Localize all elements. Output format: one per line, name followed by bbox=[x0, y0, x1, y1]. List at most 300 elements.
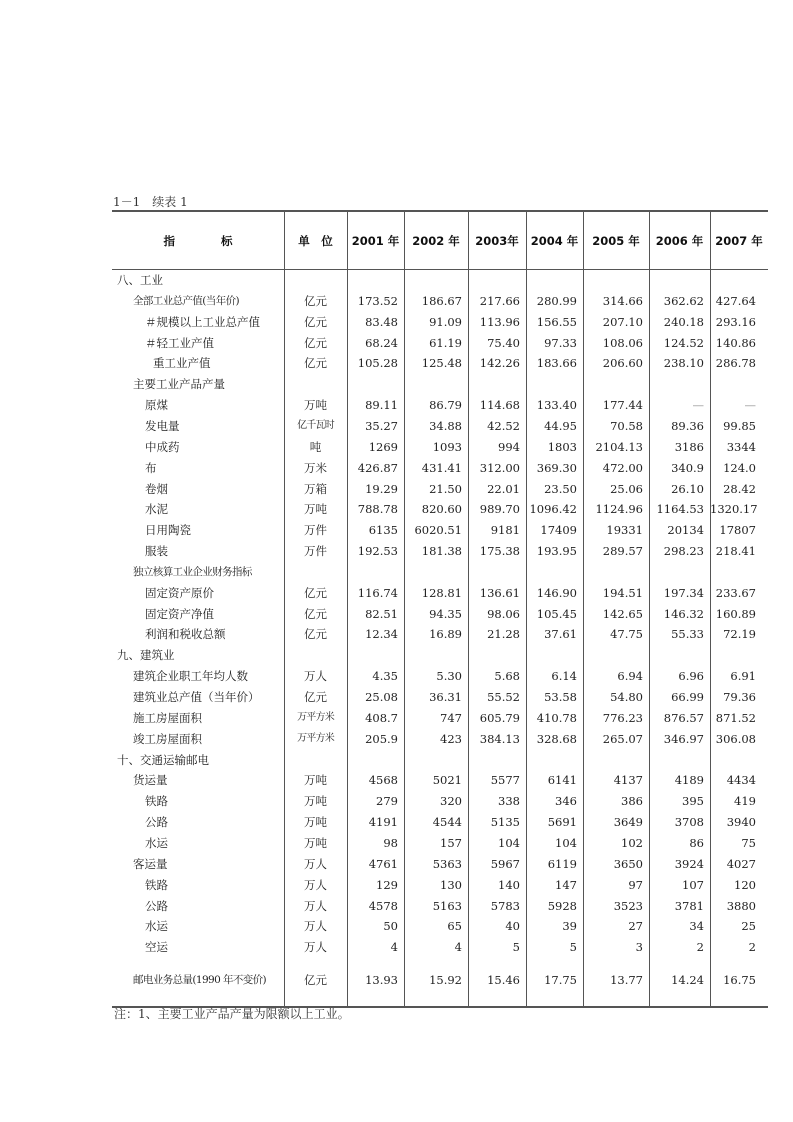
row-value: 50 bbox=[383, 919, 398, 934]
row-label: 客运量 bbox=[133, 856, 168, 871]
row-value: 410.78 bbox=[536, 710, 577, 725]
row-value: 22.01 bbox=[487, 481, 520, 496]
row-value: 3344 bbox=[726, 439, 756, 454]
row-value: 217.66 bbox=[479, 293, 520, 308]
row-value: 3 bbox=[635, 940, 643, 955]
row-value bbox=[649, 270, 704, 290]
row-value: 1803 bbox=[547, 439, 577, 454]
row-value: 82.51 bbox=[365, 606, 398, 621]
table-row bbox=[112, 374, 768, 394]
row-value: 36.31 bbox=[429, 690, 462, 704]
row-value: 989.70 bbox=[479, 502, 520, 517]
row-value bbox=[526, 750, 577, 770]
row-unit: 万件 bbox=[304, 523, 327, 538]
row-value: 37.61 bbox=[544, 627, 577, 642]
row-label: 原煤 bbox=[145, 398, 168, 413]
table-row bbox=[112, 499, 768, 519]
row-value: 47.75 bbox=[610, 627, 643, 642]
row-value: 298.23 bbox=[663, 544, 704, 559]
row-label: 卷烟 bbox=[145, 481, 168, 496]
row-value: 320 bbox=[440, 794, 462, 809]
row-value: 5 bbox=[569, 940, 577, 955]
row-unit: 亿元 bbox=[304, 293, 327, 308]
row-value: 128.81 bbox=[421, 585, 462, 600]
row-value bbox=[404, 750, 462, 770]
row-label: 主要工业产品产量 bbox=[133, 377, 225, 392]
row-value bbox=[649, 645, 704, 665]
row-value: 207.10 bbox=[602, 314, 643, 329]
row-value bbox=[649, 562, 704, 582]
row-value bbox=[583, 270, 643, 290]
row-value: 193.95 bbox=[536, 544, 577, 559]
row-label: 固定资产原价 bbox=[145, 585, 214, 600]
row-value: 91.09 bbox=[429, 314, 462, 329]
row-value bbox=[526, 270, 577, 290]
row-value bbox=[583, 645, 643, 665]
row-value: 98.06 bbox=[487, 606, 520, 621]
row-label: 服装 bbox=[145, 544, 168, 559]
row-value: 12.34 bbox=[365, 627, 398, 642]
table-row bbox=[112, 458, 768, 478]
row-unit bbox=[284, 562, 347, 582]
row-label: 八、工业 bbox=[117, 273, 163, 287]
row-unit: 万人 bbox=[304, 940, 327, 955]
row-unit: 万吨 bbox=[304, 835, 327, 850]
row-unit: 万平方米 bbox=[297, 732, 334, 744]
row-value: 15.46 bbox=[487, 973, 520, 988]
row-value: 124.0 bbox=[723, 460, 756, 475]
row-value: 75.40 bbox=[487, 335, 520, 350]
row-unit: 万平方米 bbox=[297, 711, 334, 723]
row-value: 427.64 bbox=[715, 293, 756, 308]
row-value: 79.36 bbox=[723, 690, 756, 704]
row-unit: 万米 bbox=[304, 460, 327, 475]
table-row bbox=[112, 937, 768, 957]
row-label: 利润和税收总额 bbox=[145, 627, 226, 642]
row-value: 2104.13 bbox=[595, 439, 643, 454]
row-unit: 万吨 bbox=[304, 773, 327, 788]
row-value: 289.57 bbox=[602, 544, 643, 559]
row-value: 16.89 bbox=[429, 627, 462, 642]
row-value bbox=[710, 374, 756, 394]
row-value: 1124.96 bbox=[595, 502, 643, 517]
row-value: 605.79 bbox=[479, 710, 520, 725]
row-value: 104 bbox=[555, 835, 577, 850]
row-label: 水运 bbox=[145, 919, 168, 934]
row-label: 铁路 bbox=[145, 877, 168, 892]
row-label: 水运 bbox=[145, 835, 168, 850]
table-row bbox=[112, 875, 768, 895]
row-unit: 亿元 bbox=[304, 690, 327, 704]
table-row bbox=[112, 624, 768, 644]
row-value: 68.24 bbox=[365, 335, 398, 350]
row-value: 116.74 bbox=[357, 585, 398, 600]
row-value: 3708 bbox=[674, 815, 704, 830]
row-unit: 亿元 bbox=[304, 973, 327, 988]
row-value: 66.99 bbox=[671, 690, 704, 704]
row-value: 5783 bbox=[490, 898, 520, 913]
row-unit: 亿元 bbox=[304, 335, 327, 350]
row-value: 34.88 bbox=[429, 418, 462, 433]
table-row bbox=[112, 520, 768, 540]
row-value: 61.19 bbox=[429, 335, 462, 350]
row-value: 105.45 bbox=[536, 606, 577, 621]
table-row bbox=[112, 970, 768, 990]
row-value bbox=[710, 270, 756, 290]
row-value: 175.38 bbox=[479, 544, 520, 559]
row-value: 197.34 bbox=[663, 585, 704, 600]
row-value: 395 bbox=[682, 794, 704, 809]
row-value: 97.33 bbox=[544, 335, 577, 350]
row-value: 183.66 bbox=[536, 356, 577, 371]
row-value: 113.96 bbox=[479, 314, 520, 329]
row-label: 施工房屋面积 bbox=[133, 710, 202, 725]
row-value: 114.68 bbox=[479, 398, 520, 413]
row-value: 25.08 bbox=[365, 690, 398, 704]
row-value: 34 bbox=[689, 919, 704, 934]
row-value: 5 bbox=[512, 940, 520, 955]
row-value: 142.26 bbox=[479, 356, 520, 371]
row-value: 4191 bbox=[368, 815, 398, 830]
row-value bbox=[583, 562, 643, 582]
table-row bbox=[112, 750, 768, 770]
table-row bbox=[112, 479, 768, 499]
row-value: 26.10 bbox=[671, 481, 704, 496]
row-unit: 万吨 bbox=[304, 502, 327, 517]
header-year: 2002 年 bbox=[412, 233, 460, 248]
row-value: 186.67 bbox=[421, 293, 462, 308]
row-unit bbox=[284, 270, 347, 290]
row-value: 27 bbox=[628, 919, 643, 934]
row-label: 建筑企业职工年均人数 bbox=[133, 669, 248, 684]
table-row bbox=[112, 562, 768, 582]
row-value: 4 bbox=[454, 940, 462, 955]
row-value: 72.19 bbox=[723, 627, 756, 642]
row-label: 九、建筑业 bbox=[117, 648, 175, 663]
row-value: 125.48 bbox=[421, 356, 462, 371]
row-value bbox=[468, 562, 520, 582]
header-year: 2004 年 bbox=[530, 233, 579, 248]
row-value: 338 bbox=[498, 794, 520, 809]
row-value: 70.58 bbox=[610, 418, 643, 433]
row-label: 空运 bbox=[145, 940, 168, 955]
header-year: 2003年 bbox=[475, 233, 519, 248]
row-value bbox=[710, 645, 756, 665]
row-label: 发电量 bbox=[145, 418, 180, 433]
table-row bbox=[112, 604, 768, 624]
row-unit: 万人 bbox=[304, 856, 327, 871]
row-value: 35.27 bbox=[365, 418, 398, 433]
row-value bbox=[526, 374, 577, 394]
row-value: 21.28 bbox=[487, 627, 520, 642]
table-row bbox=[112, 791, 768, 811]
row-value: 86 bbox=[689, 835, 704, 850]
row-value: 25 bbox=[741, 919, 756, 934]
row-value bbox=[468, 645, 520, 665]
header-indicator: 指 标 bbox=[163, 233, 233, 248]
row-unit: 亿元 bbox=[304, 356, 327, 371]
table-row bbox=[112, 854, 768, 874]
row-value bbox=[468, 374, 520, 394]
row-value: 4.35 bbox=[372, 669, 398, 684]
row-value: 89.11 bbox=[365, 398, 398, 413]
row-unit: 万吨 bbox=[304, 794, 327, 809]
table-row bbox=[112, 312, 768, 332]
row-value: 173.52 bbox=[357, 293, 398, 308]
row-value: 55.52 bbox=[487, 690, 520, 704]
row-label: 日用陶瓷 bbox=[145, 523, 191, 538]
row-value: 89.36 bbox=[671, 418, 704, 433]
row-value: — bbox=[692, 398, 704, 413]
table-row bbox=[112, 270, 768, 290]
row-value: 2 bbox=[696, 940, 704, 955]
row-value: 140.86 bbox=[715, 335, 756, 350]
row-value bbox=[583, 750, 643, 770]
row-value bbox=[526, 562, 577, 582]
row-value: 346.97 bbox=[663, 731, 704, 746]
row-value: 55.33 bbox=[671, 627, 704, 642]
row-value: 5363 bbox=[432, 856, 462, 871]
row-value bbox=[710, 562, 756, 582]
row-value: 5928 bbox=[547, 898, 577, 913]
row-label: 全部工业总产值(当年价) bbox=[133, 294, 239, 307]
row-label: 布 bbox=[145, 460, 157, 475]
row-value: 6.96 bbox=[678, 669, 704, 684]
table-row bbox=[112, 333, 768, 353]
table-row bbox=[112, 353, 768, 373]
table-row bbox=[112, 583, 768, 603]
row-value: 16.75 bbox=[723, 973, 756, 988]
row-unit bbox=[284, 645, 347, 665]
row-unit: 万人 bbox=[304, 877, 327, 892]
row-unit: 万吨 bbox=[304, 398, 327, 413]
row-unit bbox=[284, 374, 347, 394]
row-value: 28.42 bbox=[723, 481, 756, 496]
row-value: 871.52 bbox=[715, 710, 756, 725]
row-value: 4568 bbox=[368, 773, 398, 788]
row-value bbox=[526, 645, 577, 665]
row-label: 铁路 bbox=[145, 794, 168, 809]
row-unit: 亿元 bbox=[304, 606, 327, 621]
row-value: 120 bbox=[734, 877, 756, 892]
row-value: 386 bbox=[621, 794, 643, 809]
row-value: 83.48 bbox=[365, 314, 398, 329]
row-label: 独立核算工业企业财务指标 bbox=[133, 565, 252, 578]
row-value: 20134 bbox=[667, 523, 704, 538]
row-value bbox=[583, 374, 643, 394]
row-value: 44.95 bbox=[544, 418, 577, 433]
row-value: 146.32 bbox=[663, 606, 704, 621]
row-unit: 万吨 bbox=[304, 815, 327, 830]
row-unit: 亿元 bbox=[304, 314, 327, 329]
table-row bbox=[112, 916, 768, 936]
row-value bbox=[404, 645, 462, 665]
row-value: 994 bbox=[498, 439, 520, 454]
row-value: 431.41 bbox=[421, 460, 462, 475]
row-value: 1096.42 bbox=[529, 502, 577, 517]
row-value: 1320.17 bbox=[710, 502, 758, 517]
row-label: ＃轻工业产值 bbox=[145, 335, 214, 350]
header-unit: 单 位 bbox=[298, 233, 333, 248]
row-value: 140 bbox=[498, 877, 520, 892]
row-value: 102 bbox=[621, 835, 643, 850]
row-value: 788.78 bbox=[357, 502, 398, 517]
row-value: 40 bbox=[505, 919, 520, 934]
table-row bbox=[112, 812, 768, 832]
row-value bbox=[347, 374, 398, 394]
row-unit: 亿千瓦时 bbox=[297, 419, 334, 431]
row-value: 147 bbox=[555, 877, 577, 892]
row-value: 4434 bbox=[726, 773, 756, 788]
table-row bbox=[112, 729, 768, 749]
row-value: 4027 bbox=[726, 856, 756, 871]
table-row bbox=[112, 687, 768, 707]
row-value: 5.30 bbox=[436, 669, 462, 684]
row-value bbox=[404, 270, 462, 290]
table-row bbox=[112, 437, 768, 457]
row-value: 6119 bbox=[547, 856, 577, 871]
row-value: 4137 bbox=[613, 773, 643, 788]
row-value: 3924 bbox=[674, 856, 704, 871]
row-value: 265.07 bbox=[602, 731, 643, 746]
row-value: 17807 bbox=[719, 523, 756, 538]
row-value: 54.80 bbox=[610, 690, 643, 704]
row-value: 233.67 bbox=[715, 585, 756, 600]
table-row bbox=[112, 833, 768, 853]
row-value: 205.9 bbox=[365, 731, 398, 746]
row-value: 136.61 bbox=[479, 585, 520, 600]
row-value: 23.50 bbox=[544, 481, 577, 496]
row-value: 53.58 bbox=[544, 690, 577, 704]
row-value: 384.13 bbox=[479, 731, 520, 746]
row-value: — bbox=[744, 398, 756, 413]
table-row bbox=[112, 708, 768, 728]
row-label: 公路 bbox=[145, 898, 168, 913]
row-value bbox=[649, 750, 704, 770]
row-value: 3523 bbox=[613, 898, 643, 913]
row-value: 192.53 bbox=[357, 544, 398, 559]
row-value: 124.52 bbox=[663, 335, 704, 350]
row-unit: 万件 bbox=[304, 544, 327, 559]
row-value: 218.41 bbox=[715, 544, 756, 559]
row-value: 423 bbox=[440, 731, 462, 746]
row-value: 6135 bbox=[368, 523, 398, 538]
row-value: 408.7 bbox=[365, 710, 398, 725]
statistics-table bbox=[112, 210, 768, 1008]
row-value: 146.90 bbox=[536, 585, 577, 600]
row-value bbox=[710, 750, 756, 770]
row-value bbox=[347, 750, 398, 770]
row-unit: 万箱 bbox=[304, 481, 327, 496]
header-year: 2001 年 bbox=[351, 233, 400, 248]
row-value bbox=[347, 645, 398, 665]
row-value: 65 bbox=[447, 919, 462, 934]
row-value: 6.14 bbox=[551, 669, 577, 684]
row-value: 5691 bbox=[547, 815, 577, 830]
row-value: 14.24 bbox=[671, 973, 704, 988]
table-row bbox=[112, 291, 768, 311]
row-value: 194.51 bbox=[602, 585, 643, 600]
row-value: 94.35 bbox=[429, 606, 462, 621]
table-row bbox=[112, 645, 768, 665]
table-row bbox=[112, 770, 768, 790]
row-value bbox=[468, 270, 520, 290]
row-value: 107 bbox=[682, 877, 704, 892]
row-value: 181.38 bbox=[421, 544, 462, 559]
row-value: 279 bbox=[376, 794, 398, 809]
row-value: 6141 bbox=[547, 773, 577, 788]
row-value: 86.79 bbox=[429, 398, 462, 413]
row-value bbox=[404, 374, 462, 394]
row-value: 108.06 bbox=[602, 335, 643, 350]
row-unit: 亿元 bbox=[304, 585, 327, 600]
table-row bbox=[112, 416, 768, 436]
row-value: 130 bbox=[440, 877, 462, 892]
row-value: 104 bbox=[498, 835, 520, 850]
row-unit: 万人 bbox=[304, 898, 327, 913]
row-value: 346 bbox=[555, 794, 577, 809]
row-value: 3781 bbox=[674, 898, 704, 913]
row-value: 5.68 bbox=[494, 669, 520, 684]
header-year: 2007 年 bbox=[715, 233, 763, 248]
row-value: 340.9 bbox=[671, 460, 704, 475]
row-unit bbox=[284, 750, 347, 770]
row-value: 6.94 bbox=[617, 669, 643, 684]
row-value bbox=[404, 562, 462, 582]
row-value: 238.10 bbox=[663, 356, 704, 371]
row-label: 公路 bbox=[145, 815, 168, 830]
row-value: 4544 bbox=[432, 815, 462, 830]
row-value: 820.60 bbox=[421, 502, 462, 517]
row-value: 42.52 bbox=[487, 418, 520, 433]
row-value: 1093 bbox=[432, 439, 462, 454]
row-unit: 吨 bbox=[309, 439, 322, 454]
row-unit: 亿元 bbox=[304, 627, 327, 642]
row-value: 142.65 bbox=[602, 606, 643, 621]
row-value: 129 bbox=[376, 877, 398, 892]
row-value: 328.68 bbox=[536, 731, 577, 746]
row-value: 39 bbox=[562, 919, 577, 934]
row-value: 776.23 bbox=[602, 710, 643, 725]
row-value bbox=[347, 562, 398, 582]
row-value: 6020.51 bbox=[414, 523, 462, 538]
row-value bbox=[649, 374, 704, 394]
row-value: 3650 bbox=[613, 856, 643, 871]
row-value: 1269 bbox=[368, 439, 398, 454]
row-label: 十、交通运输邮电 bbox=[117, 752, 209, 767]
table-note: 注：1、主要工业产品产量为限额以上工业。 bbox=[114, 1007, 350, 1021]
row-value: 206.60 bbox=[602, 356, 643, 371]
row-value: 160.89 bbox=[715, 606, 756, 621]
row-label: 水泥 bbox=[145, 502, 168, 517]
row-value: 5021 bbox=[432, 773, 462, 788]
row-value: 293.16 bbox=[715, 314, 756, 329]
row-label: 邮电业务总量(1990 年不变价) bbox=[133, 974, 267, 987]
header-year: 2006 年 bbox=[655, 233, 704, 248]
row-value: 9181 bbox=[490, 523, 520, 538]
row-value: 4578 bbox=[368, 898, 398, 913]
row-value: 747 bbox=[440, 710, 462, 725]
row-value: 280.99 bbox=[536, 293, 577, 308]
row-value: 2 bbox=[748, 940, 756, 955]
row-value: 1164.53 bbox=[656, 502, 704, 517]
table-row bbox=[112, 896, 768, 916]
row-value: 369.30 bbox=[536, 460, 577, 475]
row-value: 75 bbox=[741, 835, 756, 850]
table-row bbox=[112, 666, 768, 686]
header-year: 2005 年 bbox=[592, 233, 640, 248]
row-value: 5135 bbox=[490, 815, 520, 830]
